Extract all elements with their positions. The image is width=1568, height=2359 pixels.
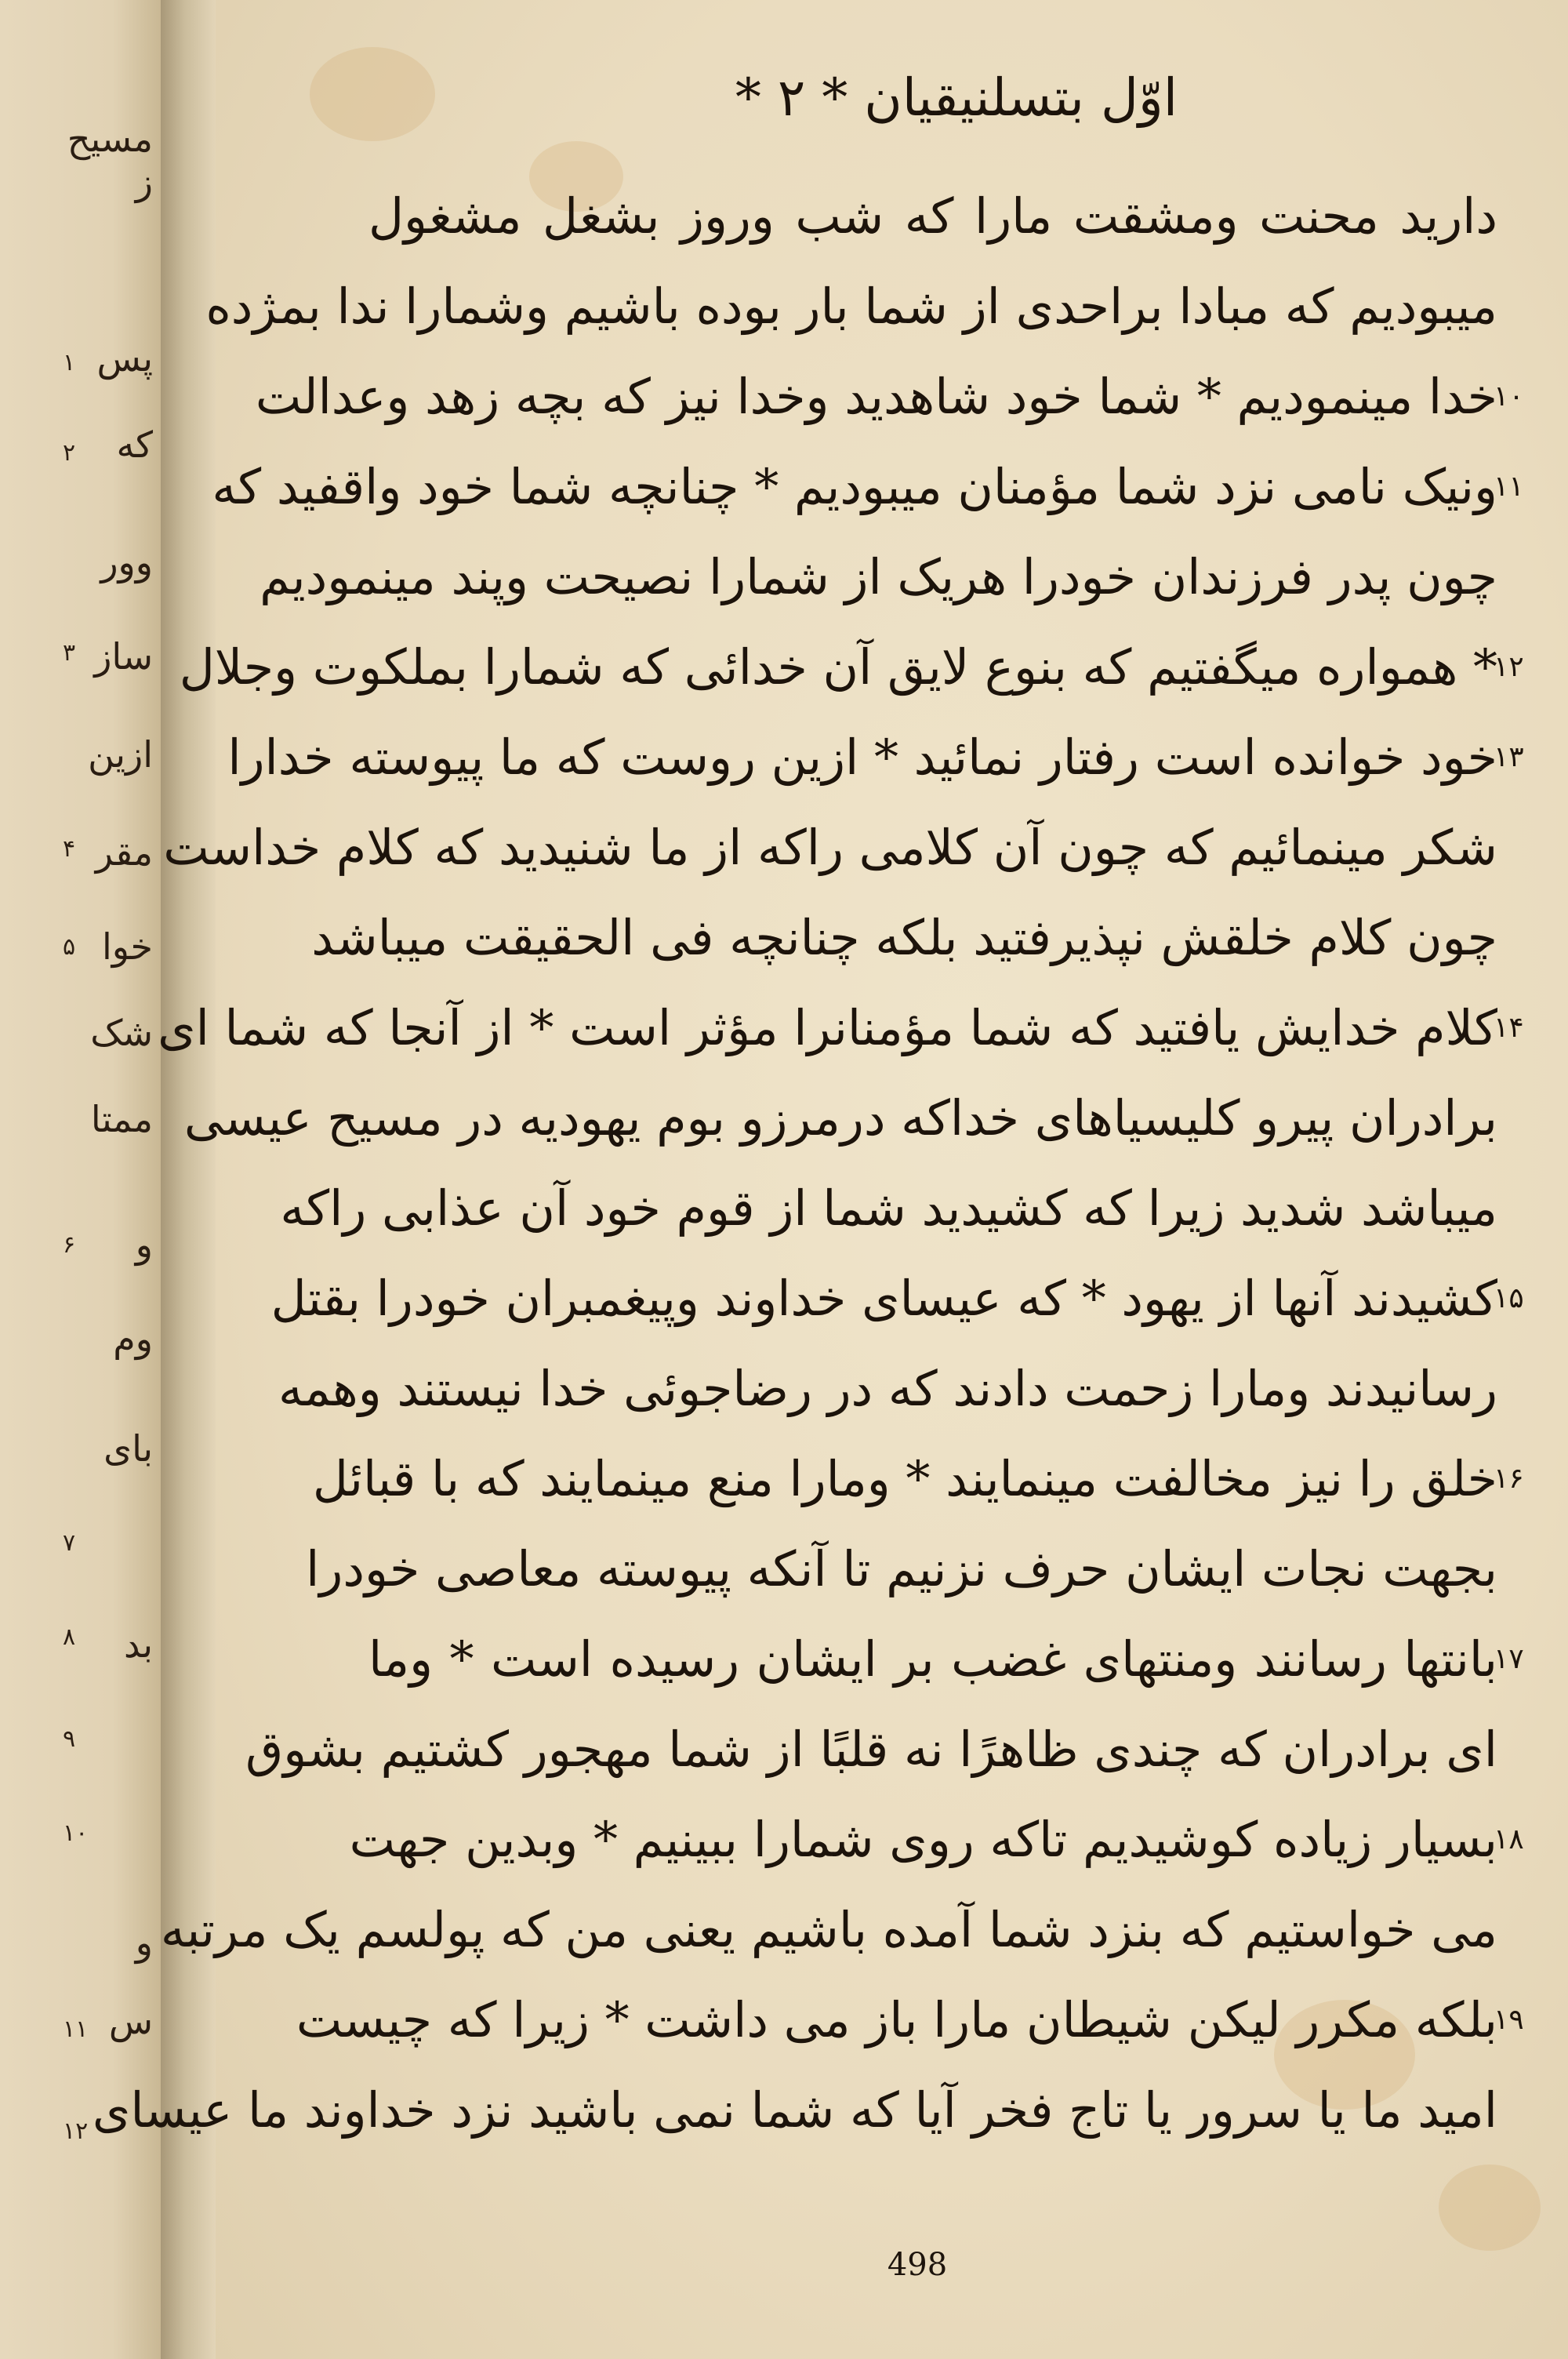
left-page-fragment: شک: [90, 1012, 153, 1054]
left-page-fragment: بد: [124, 1623, 153, 1666]
paper-stain: [310, 47, 435, 141]
text-line: خدا مینمودیم * شما خود شاهدید وخدا نیز که بچه زهد وعدالت: [255, 368, 1497, 425]
left-page-verse-number: ۵: [63, 933, 76, 961]
text-line: خلق را نیز مخالفت مینمایند * ومارا منع مینمایند که با قبائل: [312, 1450, 1497, 1507]
verse-number: ۱۱: [1494, 471, 1524, 503]
left-page-fragment: وم: [113, 1318, 153, 1360]
left-page-fragment: ساز: [94, 635, 153, 678]
text-line: برادران پیرو کلیسیاهای خداکه درمرزو بوم یهودیه در مسیح عیسی: [183, 1089, 1497, 1147]
text-line: خود خوانده است رفتار نمائید * ازین روست که ما پیوسته خدارا: [227, 729, 1497, 786]
verse-number: ۱۴: [1494, 1012, 1524, 1044]
left-page-verse-number: ۳: [63, 639, 76, 667]
text-line: میبودیم که مبادا براحدی از شما بار بوده باشیم وشمارا ندا بمژده: [205, 278, 1497, 335]
verse-number: ۱۹: [1494, 2004, 1524, 2036]
text-line: بسیار زیاده کوشیدیم تاکه روی شمارا ببینیم * وبدین جهت: [349, 1811, 1497, 1868]
book-gutter: [161, 0, 216, 2359]
verse-number: ۱۲: [1494, 651, 1524, 683]
text-line: ای برادران که چندی ظاهرًا نه قلبًا از شما مهجور کشتیم بشوق: [245, 1721, 1497, 1778]
verse-number: ۱۷: [1494, 1643, 1524, 1675]
left-page-fragment: خوا: [102, 925, 153, 968]
text-line: شکر مینمائیم که چون آن کلامی راکه از ما شنیدید که کلام خداست: [163, 819, 1497, 876]
left-page-verse-number: ۸: [63, 1623, 76, 1651]
text-line: میباشد شدید زیرا که کشیدید شما از قوم خود آن عذابی راکه: [280, 1180, 1497, 1237]
page-number: 498: [887, 2247, 948, 2283]
left-page-fragment: پس: [96, 337, 153, 380]
text-line: ونیک نامی نزد شما مؤمنان میبودیم * چنانچه شما خود واقفید که: [212, 458, 1497, 515]
left-page-fragment: که: [116, 423, 153, 466]
left-page-fragment: س: [108, 2000, 153, 2042]
verse-number: ۱۶: [1494, 1463, 1524, 1495]
left-page-fragment: بای: [103, 1427, 153, 1470]
text-line: کلام خدایش یافتید که شما مؤمنانرا مؤثر است * از آنجا که شما ای: [158, 999, 1497, 1056]
left-page-verse-number: ۱۲: [63, 2117, 89, 2145]
left-page-fragment: مسیح: [67, 118, 153, 160]
verse-number: ۱۵: [1494, 1282, 1524, 1314]
text-line: کشیدند آنها از یهود * که عیسای خداوند وپیغمبران خودرا بقتل: [270, 1270, 1497, 1327]
left-page-verse-number: ۱: [63, 349, 76, 376]
text-line: رسانیدند ومارا زحمت دادند که در رضاجوئی خدا نیستند وهمه: [278, 1360, 1497, 1417]
left-page-verse-number: ۶: [63, 1231, 76, 1259]
left-page-verse-number: ۲: [63, 439, 76, 467]
left-page: [0, 0, 161, 2359]
left-page-verse-number: ۴: [63, 835, 76, 863]
left-page-fragment: وور: [100, 541, 153, 583]
left-page-fragment: مقر: [95, 831, 153, 874]
left-page-fragment: ازین: [88, 733, 153, 776]
left-page-verse-number: ۱۰: [63, 1819, 89, 1847]
left-page-verse-number: ۷: [63, 1529, 76, 1557]
running-header: اوّل بتسلنیقیان * ۲ *: [735, 67, 1178, 128]
left-page-fragment: ز: [135, 161, 153, 203]
left-page-fragment: ممتا: [90, 1098, 153, 1140]
verse-number: ۱۸: [1494, 1823, 1524, 1856]
text-line: * همواره میگفتیم که بنوع لایق آن خدائی که شمارا بملکوت وجلال: [179, 638, 1497, 696]
text-line: چون کلام خلقش نپذیرفتید بلکه چنانچه فی الحقیقت میباشد: [311, 909, 1497, 966]
text-line: امید ما یا سرور یا تاج فخر آیا که شما نمی باشید نزد خداوند ما عیسای: [92, 2081, 1497, 2139]
left-page-verse-number: ۱۱: [63, 2016, 89, 2043]
text-line: می خواستیم که بنزد شما آمده باشیم یعنی من که پولسم یک مرتبه: [160, 1901, 1497, 1958]
text-line: دارید محنت ومشقت مارا که شب وروز بشغل مشغول: [368, 187, 1497, 245]
verse-number: ۱۰: [1494, 380, 1524, 413]
text-line: بجهت نجات ایشان حرف نزنیم تا آنکه پیوسته معاصی خودرا: [306, 1540, 1497, 1598]
paper-stain: [1439, 2165, 1541, 2251]
left-page-fragment: و: [135, 1223, 153, 1266]
text-line: بلکه مکرر لیکن شیطان مارا باز می داشت * زیرا که چیست: [296, 1991, 1497, 2048]
text-line: چون پدر فرزندان خودرا هریک از شمارا نصیحت وپند مینمودیم: [260, 548, 1497, 605]
left-page-verse-number: ۹: [63, 1725, 76, 1753]
verse-number: ۱۳: [1494, 741, 1524, 773]
left-page-fragment: و: [135, 1921, 153, 1964]
text-line: بانتها رسانند ومنتهای غضب بر ایشان رسیده است * وما: [368, 1630, 1497, 1688]
